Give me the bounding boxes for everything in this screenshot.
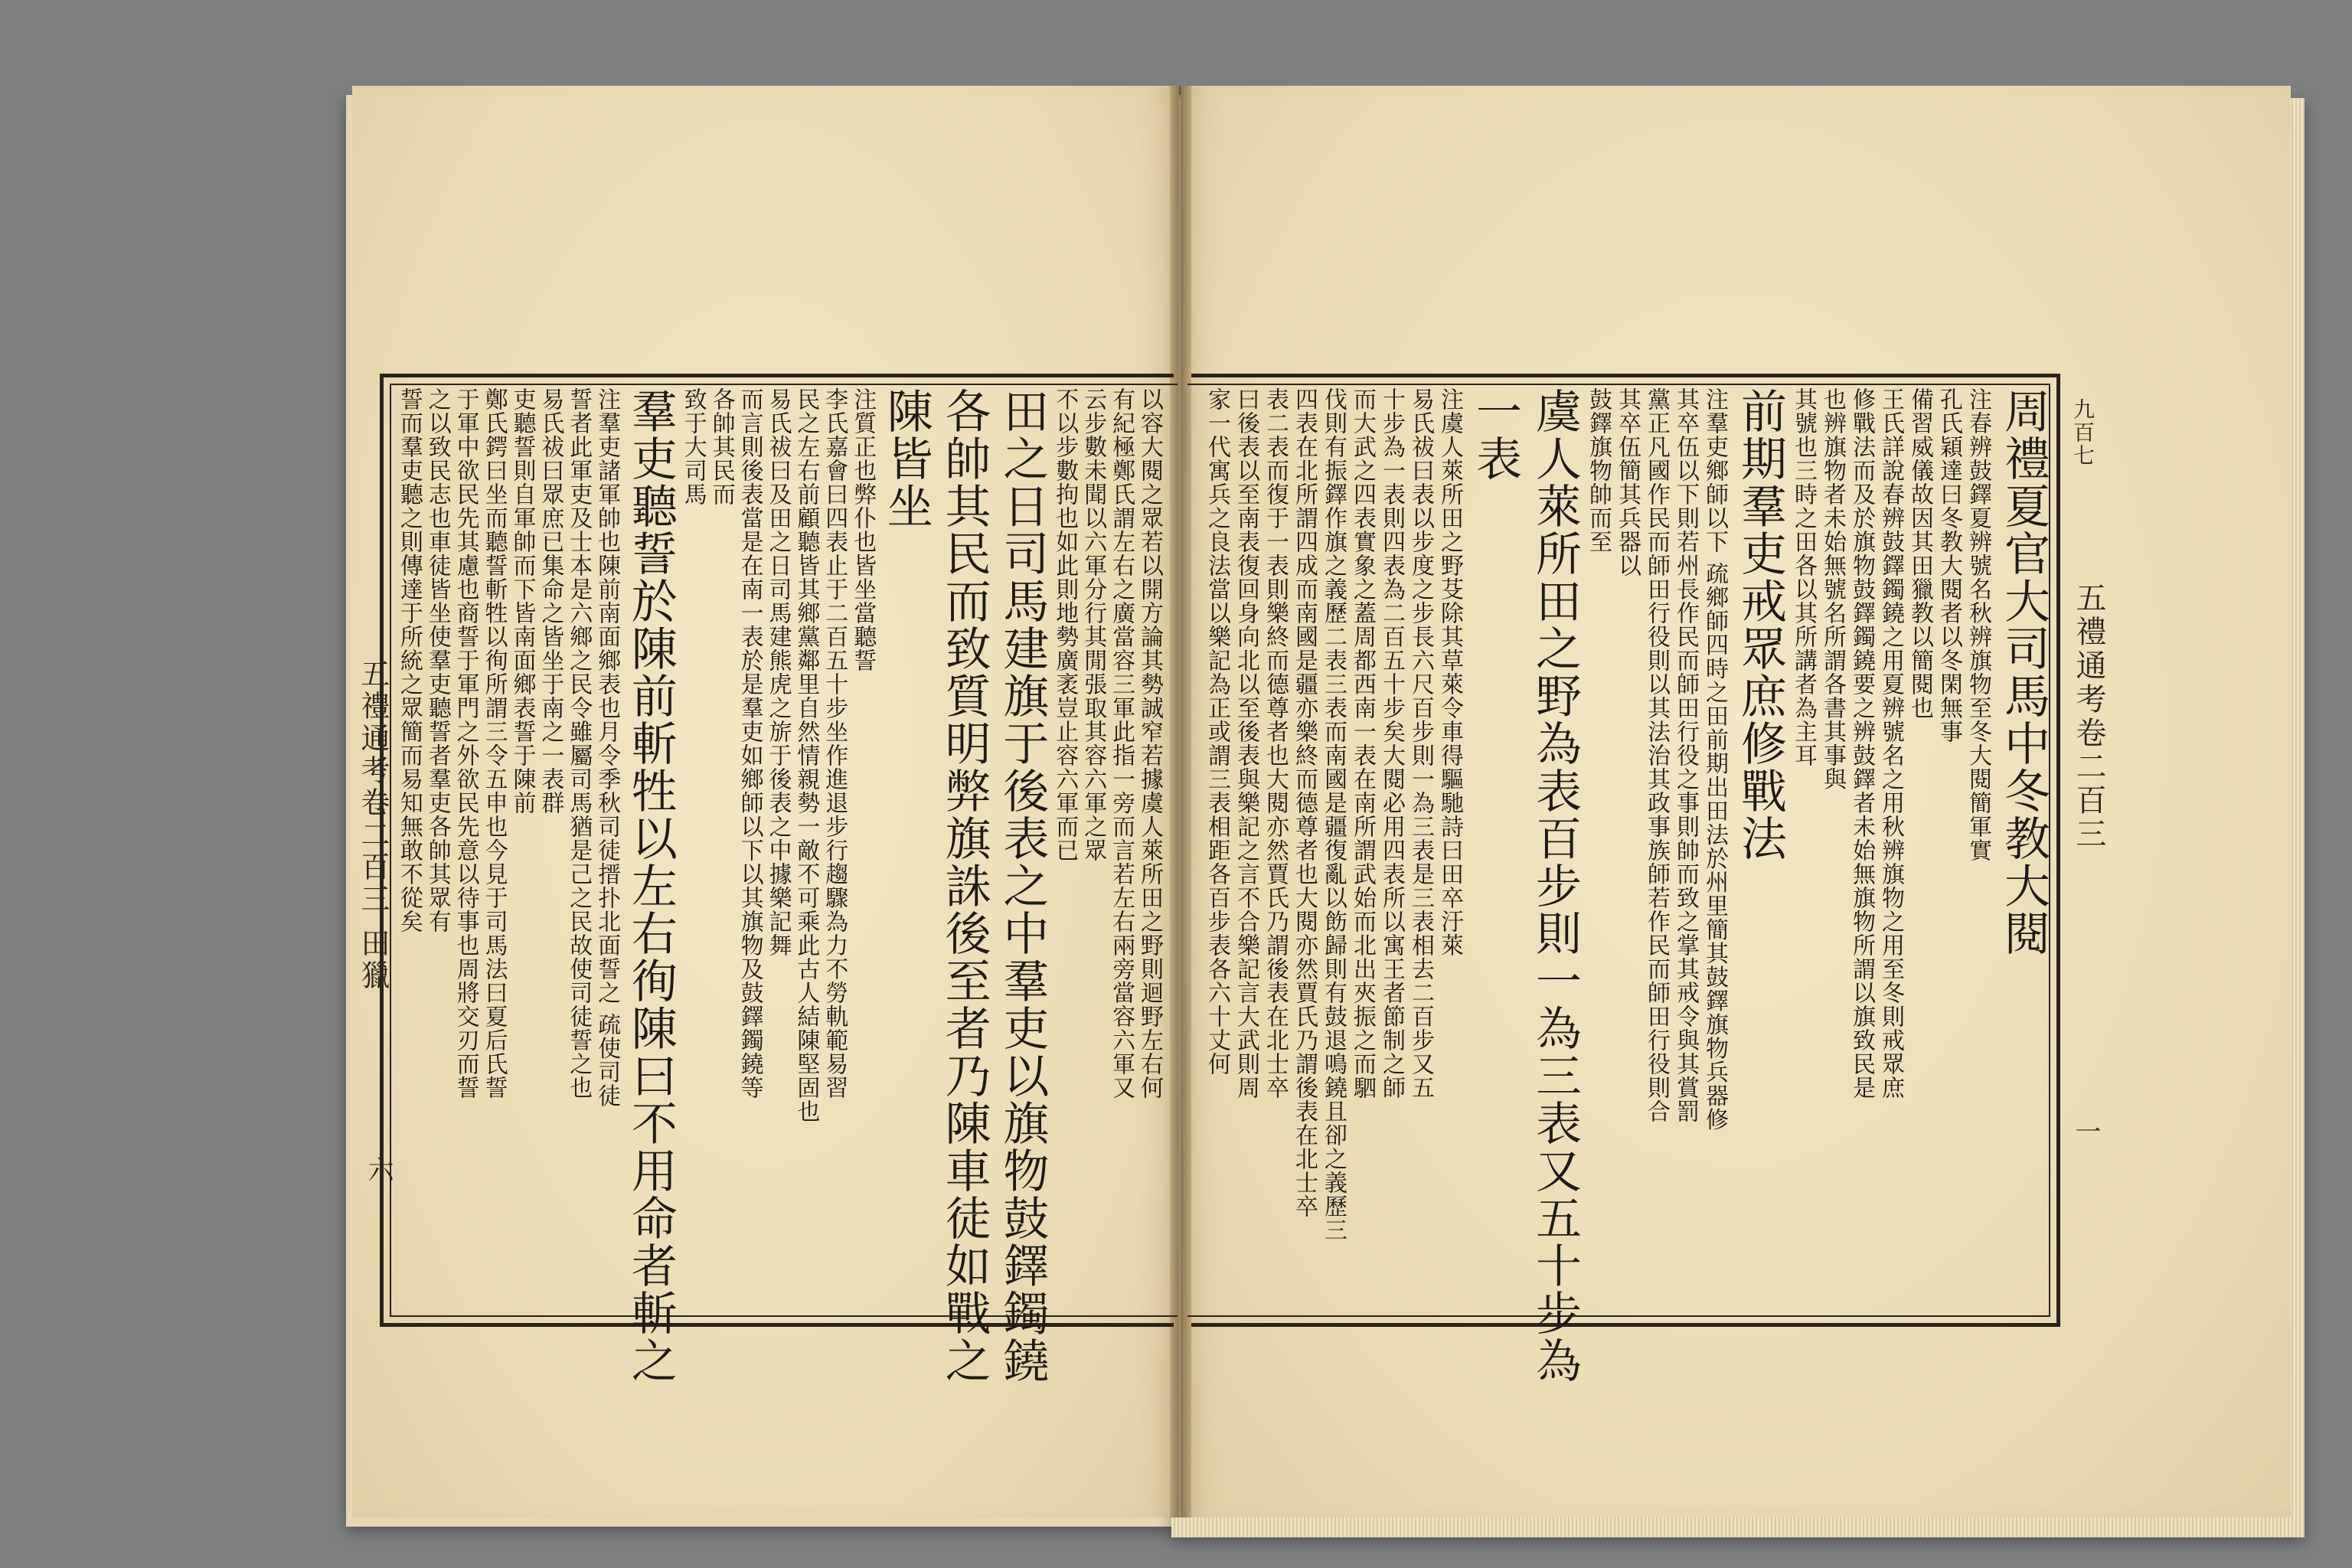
text-column: 不以步數拘也如此則地勢廣袤豈止容六軍而已 (1051, 387, 1079, 862)
text-column: 虞人萊所田之野為表百步則一為三表又五十步為 (1528, 387, 1582, 1384)
text-column: 于軍中欲民先其慮也商誓于軍門之外欲民先意以待事也周將交刃而誓 (452, 387, 479, 1099)
text-column: 注虞人萊所田之野芟除其草萊令車得驅馳詩曰田卒汙萊 (1436, 387, 1463, 957)
text-column: 之以致民志也車徒皆坐使羣吏聽誓者羣吏各帥其眾有 (423, 387, 451, 933)
text-column: 其卒伍簡其兵器以 (1614, 387, 1641, 577)
text-column: 各帥其民而 (707, 387, 735, 506)
text-column: 周禮夏官大司馬中冬教大閱 (1997, 387, 2050, 957)
text-column: 其卒伍以下則若州長作民而師田行役之事則帥而致之掌其戒令與其賞罰 (1672, 387, 1699, 1123)
text-column: 吏聽誓則自軍帥而下皆南面鄉表誓于陳前 (508, 387, 536, 815)
text-column: 備習威儀故因其田獵教以簡閱也 (1906, 387, 1933, 720)
text-column: 易氏祓曰眾庶已集命之皆坐于南之一表群 (537, 387, 564, 815)
running-head-right: 五禮通考卷二百三 (2071, 582, 2106, 851)
text-column: 致于大司馬 (679, 387, 707, 506)
text-column: 伐則有振鐸作旗之義歷二表三表而南國是疆復亂以飭歸則有鼓退鳴鐃且卻之義歷三 (1320, 387, 1347, 1242)
text-column: 前期羣吏戒眾庶修戰法 (1733, 387, 1787, 862)
text-column: 孔氏穎達曰冬教大閱者以冬閑無事 (1936, 387, 1962, 743)
text-column: 注羣吏諸軍帥也陳前南面鄉表也月令季秋司徒搢扑北面誓之 疏使司徒 (593, 387, 621, 1108)
text-column: 黨正凡國作民而師田行役則以其法治其政事族師若作民而師田行役則合 (1643, 387, 1670, 1123)
text-column: 而大武之四表實象之蓋周都西南一表在南所謂武始而北出夾振之而駟 (1349, 387, 1376, 1099)
text-column: 曰後表以至南表復回身向北以至後表與樂記之言不合樂記言大武則周 (1233, 387, 1259, 1099)
text-column: 易氏祓曰及田之日司馬建熊虎之旂于後表之中據樂記舞 (764, 387, 792, 957)
right-page-number: 一 (2070, 1118, 2101, 1144)
text-column: 表二表而復于一表則樂終而德尊者也大閱亦然賈氏乃謂後表在北士卒 (1262, 387, 1289, 1099)
text-column: 易氏祓曰表以步度之步長六尺百步則一為三表是三表相去二百步又五 (1407, 387, 1434, 1099)
text-column: 其號也三時之田各以其所講者為主耳 (1790, 387, 1817, 767)
text-column: 誓者此軍吏及士本是六鄉之民令雖屬司馬猶是己之民故使司徒誓之也 (565, 387, 593, 1099)
text-column: 有紀極鄭氏謂左右之廣當容三軍此指一旁而言若左右兩旁當容六軍又 (1108, 387, 1135, 1099)
text-column: 注質正也弊仆也皆坐當聽誓 (849, 387, 877, 672)
text-column: 而言則後表當是在南一表於是羣吏如鄉師以下以其旗物及鼓鐸鐲鐃等 (736, 387, 763, 1099)
text-column: 田之日司馬建旗于後表之中羣吏以旗物鼓鐸鐲鐃 (995, 387, 1050, 1384)
text-column: 云步數未聞以六軍分行其閒張取其容六軍之眾 (1080, 387, 1107, 862)
text-column: 李氏嘉會曰四表止于二百五十步坐作進退步行趨驟為力不勞軌範易習 (821, 387, 848, 1099)
text-column: 一表 (1468, 387, 1522, 482)
text-column: 鼓鐸旗物帥而至 (1585, 387, 1612, 554)
text-column: 注春辨鼓鐸夏辨號名秋辨旗物至冬大閱簡軍實 (1965, 387, 1991, 862)
text-column: 以容大閱之眾若以開方論其勢誠窄若據虞人萊所田之野則迴野左右何 (1135, 387, 1163, 1099)
text-column: 鄭氏鍔曰坐而聽誓斬牲以徇所謂三令五申也今見于司馬法曰夏后氏誓 (480, 387, 508, 1099)
text-column: 陳皆坐 (879, 387, 933, 530)
running-head-left: 五禮通考卷二百三 田獵 (356, 658, 390, 993)
text-column: 四表在北所謂四成而南國是疆亦樂終而德尊者也大閱亦然賈氏乃謂後表在北士卒 (1291, 387, 1318, 1218)
text-column: 也辨旗物者未始無號名所謂各書其事與 (1819, 387, 1846, 791)
text-column: 王氏詳說春辨鼓鐸鐲鐃之用夏辨號名之用秋辨旗物之用至冬則戒眾庶 (1877, 387, 1904, 1099)
text-column: 家一代寓兵之良法當以樂記為正或謂三表相距各百步表各六十丈何 (1204, 387, 1230, 1076)
text-column: 十步為一表則四表為二百五十步矣大閱必用四表所以寓王者節制之師 (1378, 387, 1405, 1099)
text-column: 各帥其民而致質明弊旗誅後至者乃陳車徒如戰之 (937, 387, 991, 1384)
text-column: 誓而羣吏聽之則傳達于所統之眾簡而易知無敢不從矣 (395, 387, 423, 933)
left-page-number: 六 (363, 1156, 394, 1182)
text-column: 羣吏聽誓於陳前斬牲以左右徇陳曰不用命者斬之 (623, 387, 678, 1384)
text-column: 修戰法而及於旗物鼓鐸鐲鐃要之辨鼓鐸者未始無旗物所謂以旗致民是 (1848, 387, 1875, 1099)
folio-number: 九百七 (2070, 398, 2096, 467)
text-column: 民之左右前顧聽皆其鄉黨鄰里自然情親勢一敵不可乘此古人結陳堅固也 (792, 387, 820, 1123)
text-column: 注羣吏鄉師以下 疏鄉師四時之田前期出田法於州里簡其鼓鐸旗物兵器修 (1701, 387, 1728, 1132)
